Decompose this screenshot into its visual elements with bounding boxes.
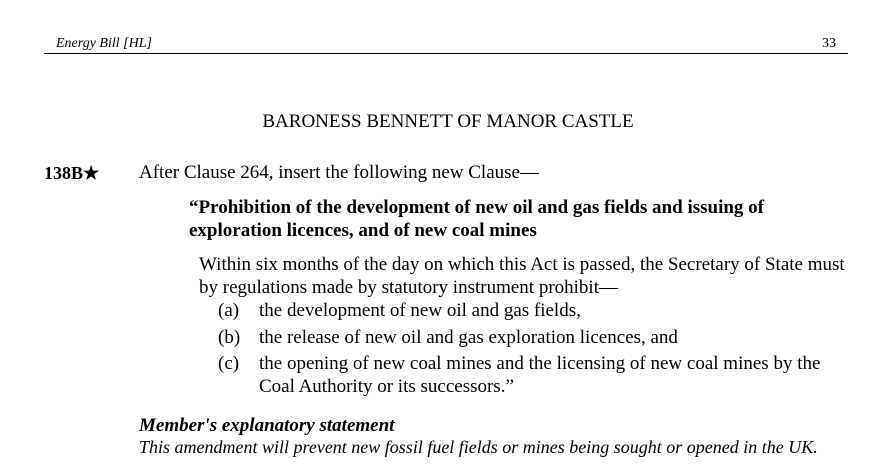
member-name: BARONESS BENNETT OF MANOR CASTLE (262, 111, 634, 132)
clause-title: “Prohibition of the development of new oil and gas fields and issuing of exploration licences, and of new coal mines (189, 197, 765, 241)
item-text-c: the opening of new coal mines and the licensing of new coal mines by the Coal Authority or its successors.” (259, 353, 821, 397)
item-label-c: (c) (218, 353, 240, 374)
header-rule (44, 53, 848, 54)
clause-body: Within six months of the day on which this Act is passed, the Secretary of State must by regulations made by statutory instrument prohibit— (199, 254, 845, 298)
bill-title: Energy Bill [HL] (56, 36, 152, 51)
item-text-a: the development of new oil and gas fields, (259, 300, 581, 321)
amendment-number: 138B★ (44, 163, 100, 183)
amendment-instruction: After Clause 264, insert the following new Clause— (139, 162, 539, 183)
item-label-a: (a) (218, 300, 240, 321)
item-label-b: (b) (218, 327, 241, 348)
item-text-b: the release of new oil and gas exploration licences, and (259, 327, 678, 348)
page-number: 33 (822, 36, 836, 51)
explanatory-text: This amendment will prevent new fossil fuel fields or mines being sought or opened in the UK. (139, 437, 818, 457)
explanatory-heading: Member's explanatory statement (139, 415, 395, 436)
